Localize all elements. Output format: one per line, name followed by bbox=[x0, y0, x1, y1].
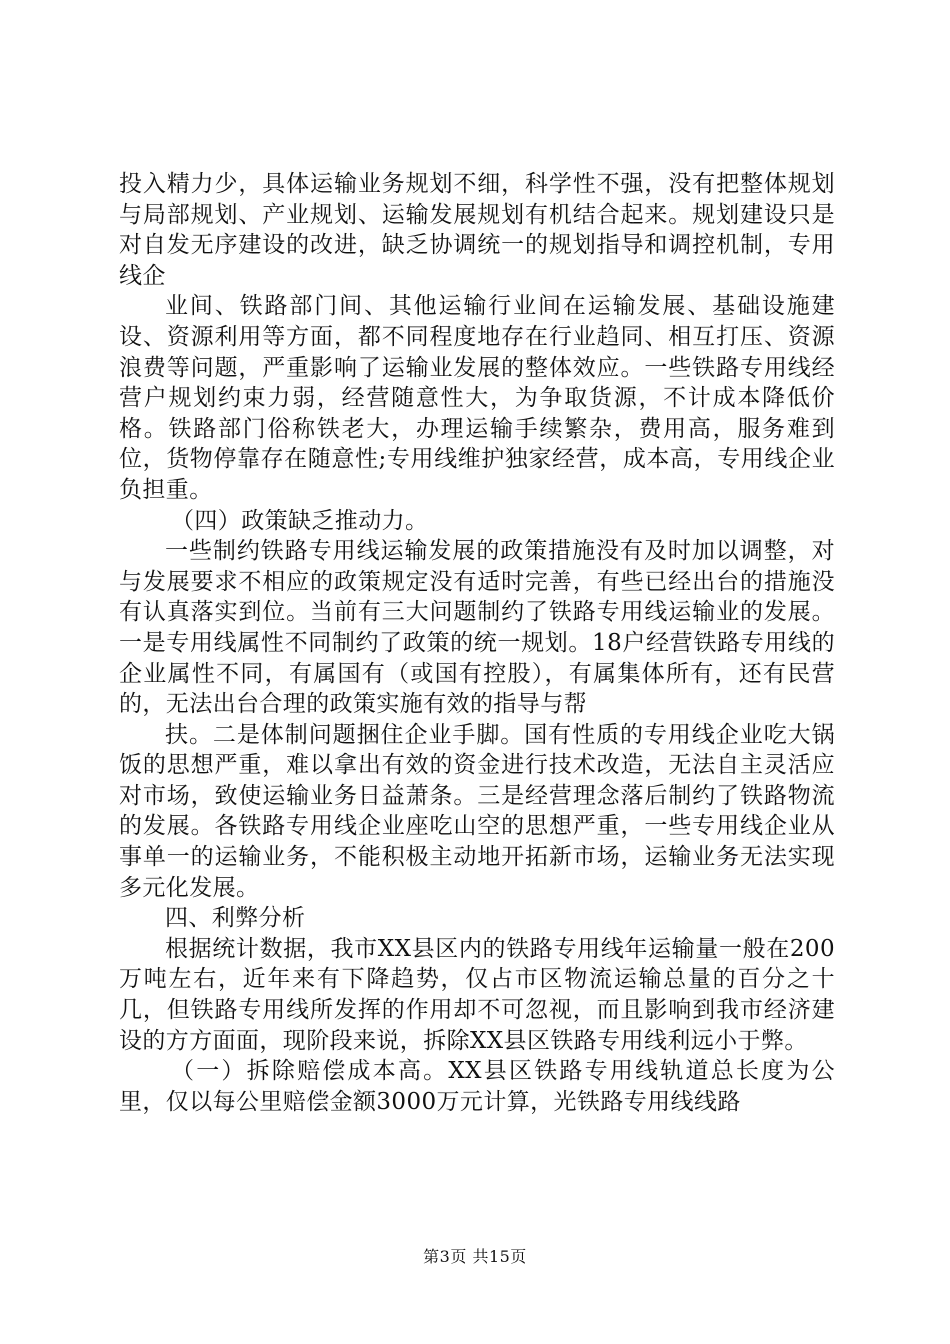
paragraph-5: 根据统计数据，我市XX县区内的铁路专用线年运输量一般在200万吨左右，近年来有下降趋势，仅占市区物流运输总量的百分之十几，但铁路专用线所发挥的作用却不可忽视，而且影响到我市经济建设的方方面面，现阶段来说，拆除XX县区铁路专用线利远小于弊。 bbox=[119, 935, 835, 1054]
section-heading-policy: （四）政策缺乏推动力。 bbox=[171, 507, 429, 534]
paragraph-1: 投入精力少，具体运输业务规划不细，科学性不强，没有把整体规划与局部规划、产业规划、运输发展规划有机结合起来。规划建设只是对自发无序建设的改进，缺乏协调统一的规划指导和调控机制，专用线企 bbox=[119, 171, 835, 289]
document-body bbox=[119, 169, 835, 1117]
section-heading-analysis: 四、利弊分析 bbox=[165, 905, 306, 932]
paragraph-2: 业间、铁路部门间、其他运输行业间在运输发展、基础设施建设、资源利用等方面，都不同程度地存在行业趋同、相互打压、资源浪费等问题，严重影响了运输业发展的整体效应。一些铁路专用线经营户规划约束力弱，经营随意性大，为争取货源，不计成本降低价格。铁路部门俗称铁老大，办理运输手续繁杂，费用高，服务难到位，货物停靠存在随意性;专用线维护独家经营，成本高，专用线企业负担重。 bbox=[119, 293, 835, 503]
page-footer: 第3页 共15页 bbox=[423, 1247, 527, 1266]
paragraph-4: 扶。二是体制问题捆住企业手脚。国有性质的专用线企业吃大锅饭的思想严重，难以拿出有效的资金进行技术改造，无法自主灵活应对市场，致使运输业务日益萧条。三是经营理念落后制约了铁路物流的发展。各铁路专用线企业座吃山空的思想严重，一些专用线企业从事单一的运输业务，不能积极主动地开拓新市场，运输业务无法实现多元化发展。 bbox=[119, 721, 835, 901]
paragraph-3: 一些制约铁路专用线运输发展的政策措施没有及时加以调整，对与发展要求不相应的政策规定没有适时完善，有些已经出台的措施没有认真落实到位。当前有三大问题制约了铁路专用线运输业的发展。一是专用线属性不同制约了政策的统一规划。18户经营铁路专用线的企业属性不同，有属国有（或国有控股），有属集体所有，还有民营的，无法出台合理的政策实施有效的指导与帮 bbox=[119, 538, 835, 718]
paragraph-6: （一）拆除赔偿成本高。XX县区铁路专用线轨道总长度为公里，仅以每公里赔偿金额3000万元计算，光铁路专用线线路 bbox=[119, 1058, 835, 1115]
